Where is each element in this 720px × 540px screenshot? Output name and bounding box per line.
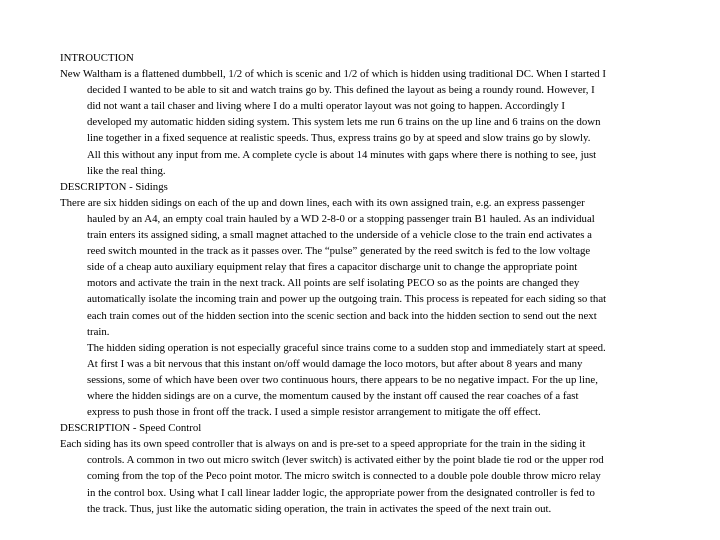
text-line: line together in a fixed sequence at realistic speeds. Thus, express trains go by at speed and slow trains go by slowly. [87,132,591,145]
text-line: developed my automatic hidden siding system. This system lets me run 6 trains on the up line and 6 trains on the down [87,116,601,129]
text-line: in the control box. Using what I call linear ladder logic, the appropriate power from the designated controller is fed to [87,486,595,499]
section-heading-sidings: DESCRIPTON - Sidings [60,180,168,193]
text-line: where the hidden sidings are on a curve, the momentum caused by the instant off caused the rear coaches of a fast [87,389,579,402]
text-line: Each siding has its own speed controller that is always on and is pre-set to a speed appropriate for the train in the siding it [60,438,586,451]
paragraph-sidings-2 [60,340,675,420]
text-line: coming from the top of the Peco point motor. The micro switch is connected to a double pole double throw micro relay [87,470,601,483]
document-body [60,50,675,517]
text-line: sessions, some of which have been over two continuous hours, there appears to be no negative impact. For the up line, [87,373,598,386]
text-line: train enters its assigned siding, a small magnet attached to the underside of a vehicle close to the train end activates a [87,229,592,242]
text-line: At first I was a bit nervous that this instant on/off would damage the loco motors, but after about 8 years and many [87,357,583,370]
text-line: controls. A common in two out micro switch (lever switch) is activated either by the point blade tie rod or the upper rod [87,454,604,467]
paragraph-introduction [60,66,675,179]
text-line: train. [87,325,110,338]
section-heading-introduction: INTROUCTION [60,52,134,64]
text-line: express to push those in front off the track. I used a simple resistor arrangement to mitigate the off effect. [87,406,541,419]
text-line: There are six hidden sidings on each of the up and down lines, each with its own assigned train, e.g. an express passenger [60,196,585,209]
text-line: All this without any input from me. A complete cycle is about 14 minutes with gaps where there is nothing to see, just [87,148,597,161]
text-line: side of a cheap auto auxiliary equipment relay that fires a capacitor discharge unit to change the appropriate point [87,261,578,274]
text-line: each train comes out of the hidden section into the scenic section and back into the hidden section to send out the next [87,309,597,322]
text-line: like the real thing. [87,164,166,177]
section-heading-speed-control: DESCRIPTION - Speed Control [60,422,202,435]
text-line: motors and activate the train in the next track. All points are self isolating PECO so as the points are changed they [87,277,580,290]
text-line: reed switch mounted in the track as it passes over. The “pulse” generated by the reed switch is fed to the low voltage [87,245,591,258]
paragraph-sidings-1 [60,195,675,340]
text-line: The hidden siding operation is not especially graceful since trains come to a sudden stop and immediately start at speed. [87,341,606,354]
text-line: did not want a tail chaser and living where I do a multi operator layout was not going to happen. Accordingly I [87,100,565,113]
paragraph-speed-control [60,436,675,516]
text-line: hauled by an A4, an empty coal train hauled by a WD 2-8-0 or a stopping passenger train B1 hauled. As an individual [87,212,595,225]
text-line: New Waltham is a flattened dumbbell, 1/2 of which is scenic and 1/2 of which is hidden using traditional DC. When I started I [60,68,606,81]
text-line: automatically isolate the incoming train and power up the outgoing train. This process is repeated for each siding so that [87,293,607,306]
text-line: the track. Thus, just like the automatic siding operation, the train in activates the speed of the next train out. [87,502,552,515]
text-line: decided I wanted to be able to sit and watch trains go by. This defined the layout as being a roundy round. However, I [87,84,595,97]
